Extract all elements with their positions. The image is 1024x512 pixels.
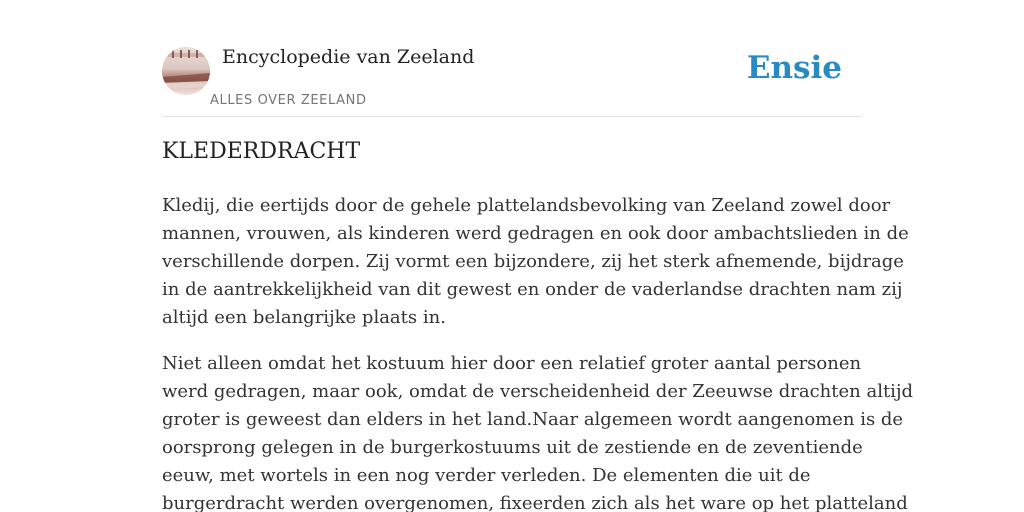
paragraph-line: burgerdracht werden overgenomen, fixeerden zich als het ware op het platteland (162, 493, 908, 512)
avatar-image-icon (162, 47, 210, 95)
paragraph-line: Kledij, die eertijds door de gehele plattelandsbevolking van Zeeland zowel door (162, 195, 891, 216)
paragraph-line: verschillende dorpen. Zij vormt een bijzondere, zij het sterk afnemende, bijdrage (162, 251, 904, 272)
site-title[interactable]: Encyclopedie van Zeeland (222, 46, 475, 68)
site-subtitle: ALLES OVER ZEELAND (210, 93, 367, 108)
paragraph-line: altijd een belangrijke plaats in. (162, 307, 446, 328)
paragraph-line: Niet alleen omdat het kostuum hier door een relatief groter aantal personen (162, 353, 862, 374)
paragraph-line: groter is geweest dan elders in het land.Naar algemeen wordt aangenomen is de (162, 409, 904, 430)
paragraph (162, 350, 914, 512)
paragraph (162, 192, 909, 332)
paragraph-line: werd gedragen, maar ook, omdat de verscheidenheid der Zeeuwse drachten altijd (162, 381, 914, 402)
article-title: KLEDERDRACHT (162, 139, 361, 164)
brand-logo-link[interactable]: Ensie (746, 50, 842, 86)
article-body (162, 192, 914, 512)
site-avatar[interactable] (162, 47, 210, 95)
paragraph-line: mannen, vrouwen, als kinderen werd gedragen en ook door ambachtslieden in de (162, 223, 909, 244)
site-header (162, 44, 862, 117)
paragraph-line: in de aantrekkelijkheid van dit gewest en onder de vaderlandse drachten nam zij (162, 279, 903, 300)
paragraph-line: eeuw, met wortels in een nog verder verleden. De elementen die uit de (162, 465, 811, 486)
paragraph-line: oorsprong gelegen in de burgerkostuums uit de zestiende en de zeventiende (162, 437, 863, 458)
